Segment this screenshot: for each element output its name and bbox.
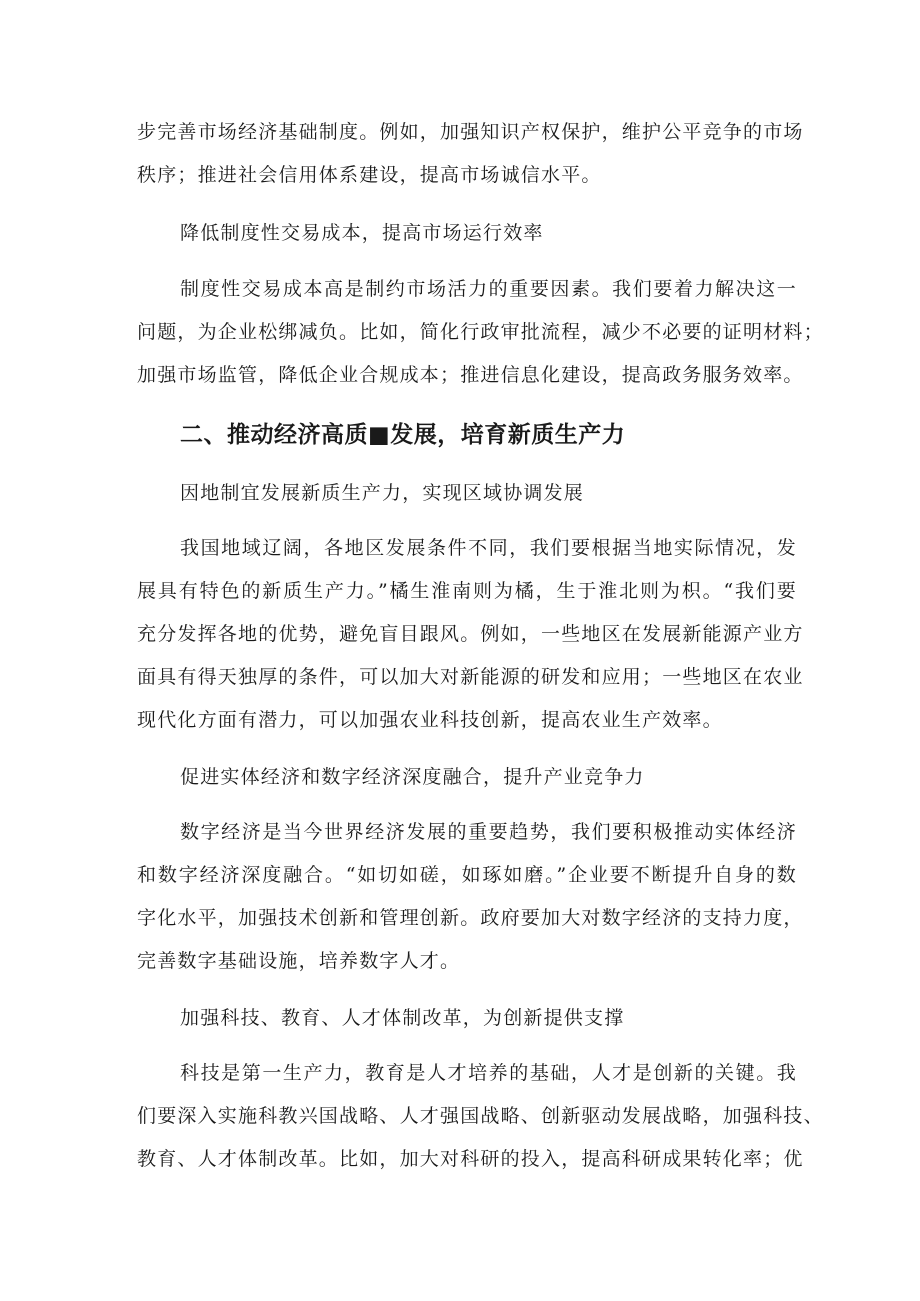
paragraph-line: 数字经济是当今世界经济发展的重要趋势，我们要积极推动实体经济 <box>180 821 797 843</box>
paragraph-line: 问题，为企业松绑减负。比如，简化行政审批流程，减少不必要的证明材料； <box>137 321 824 343</box>
paragraph-line: 步完善市场经济基础制度。例如，加强知识产权保护，维护公平竞争的市场 <box>137 121 804 143</box>
paragraph-line: 现代化方面有潜力，可以加强农业科技创新，提高农业生产效率。 <box>137 709 723 731</box>
paragraph-line: 加强市场监管，降低企业合规成本；推进信息化建设，提高政务服务效率。 <box>137 364 804 386</box>
paragraph-line: 字化水平，加强技术创新和管理创新。政府要加大对数字经济的支持力度， <box>137 907 804 929</box>
paragraph-line: 我国地域辽阔，各地区发展条件不同，我们要根据当地实际情况，发 <box>180 537 797 559</box>
paragraph-line: 科技是第一生产力，教育是人才培养的基础，人才是创新的关键。我 <box>180 1062 797 1084</box>
section-heading: 二、推动经济高质■发展，培育新质生产力 <box>180 422 626 448</box>
paragraph-line: 完善数字基础设施，培养数字人才。 <box>137 950 461 972</box>
subheading: 加强科技、教育、人才体制改革，为创新提供支撑 <box>180 1007 625 1029</box>
paragraph-line: 制度性交易成本高是制约市场活力的重要因素。我们要着力解决这一 <box>180 278 797 300</box>
paragraph-line: 面具有得天独厚的条件，可以加大对新能源的研发和应用；一些地区在农业 <box>137 666 804 688</box>
subheading: 降低制度性交易成本，提高市场运行效率 <box>180 222 544 244</box>
paragraph-line: 展具有特色的新质生产力。”橘生淮南则为橘，生于淮北则为枳。“我们要 <box>137 580 797 602</box>
subheading: 因地制宜发展新质生产力，实现区域协调发展 <box>180 482 585 504</box>
paragraph-line: 秩序；推进社会信用体系建设，提高市场诚信水平。 <box>137 164 602 186</box>
paragraph-line: 们要深入实施科教兴国战略、人才强国战略、创新驱动发展战略，加强科技、 <box>137 1105 824 1127</box>
paragraph-line: 充分发挥各地的优势，避免盲目跟风。例如，一些地区在发展新能源产业方 <box>137 623 804 645</box>
paragraph-line: 和数字经济深度融合。“如切如磋，如琢如磨。”企业要不断提升自身的数 <box>137 864 797 886</box>
subheading: 促进实体经济和数字经济深度融合，提升产业竞争力 <box>180 766 645 788</box>
paragraph-line: 教育、人才体制改革。比如，加大对科研的投入，提高科研成果转化率；优 <box>137 1148 804 1170</box>
